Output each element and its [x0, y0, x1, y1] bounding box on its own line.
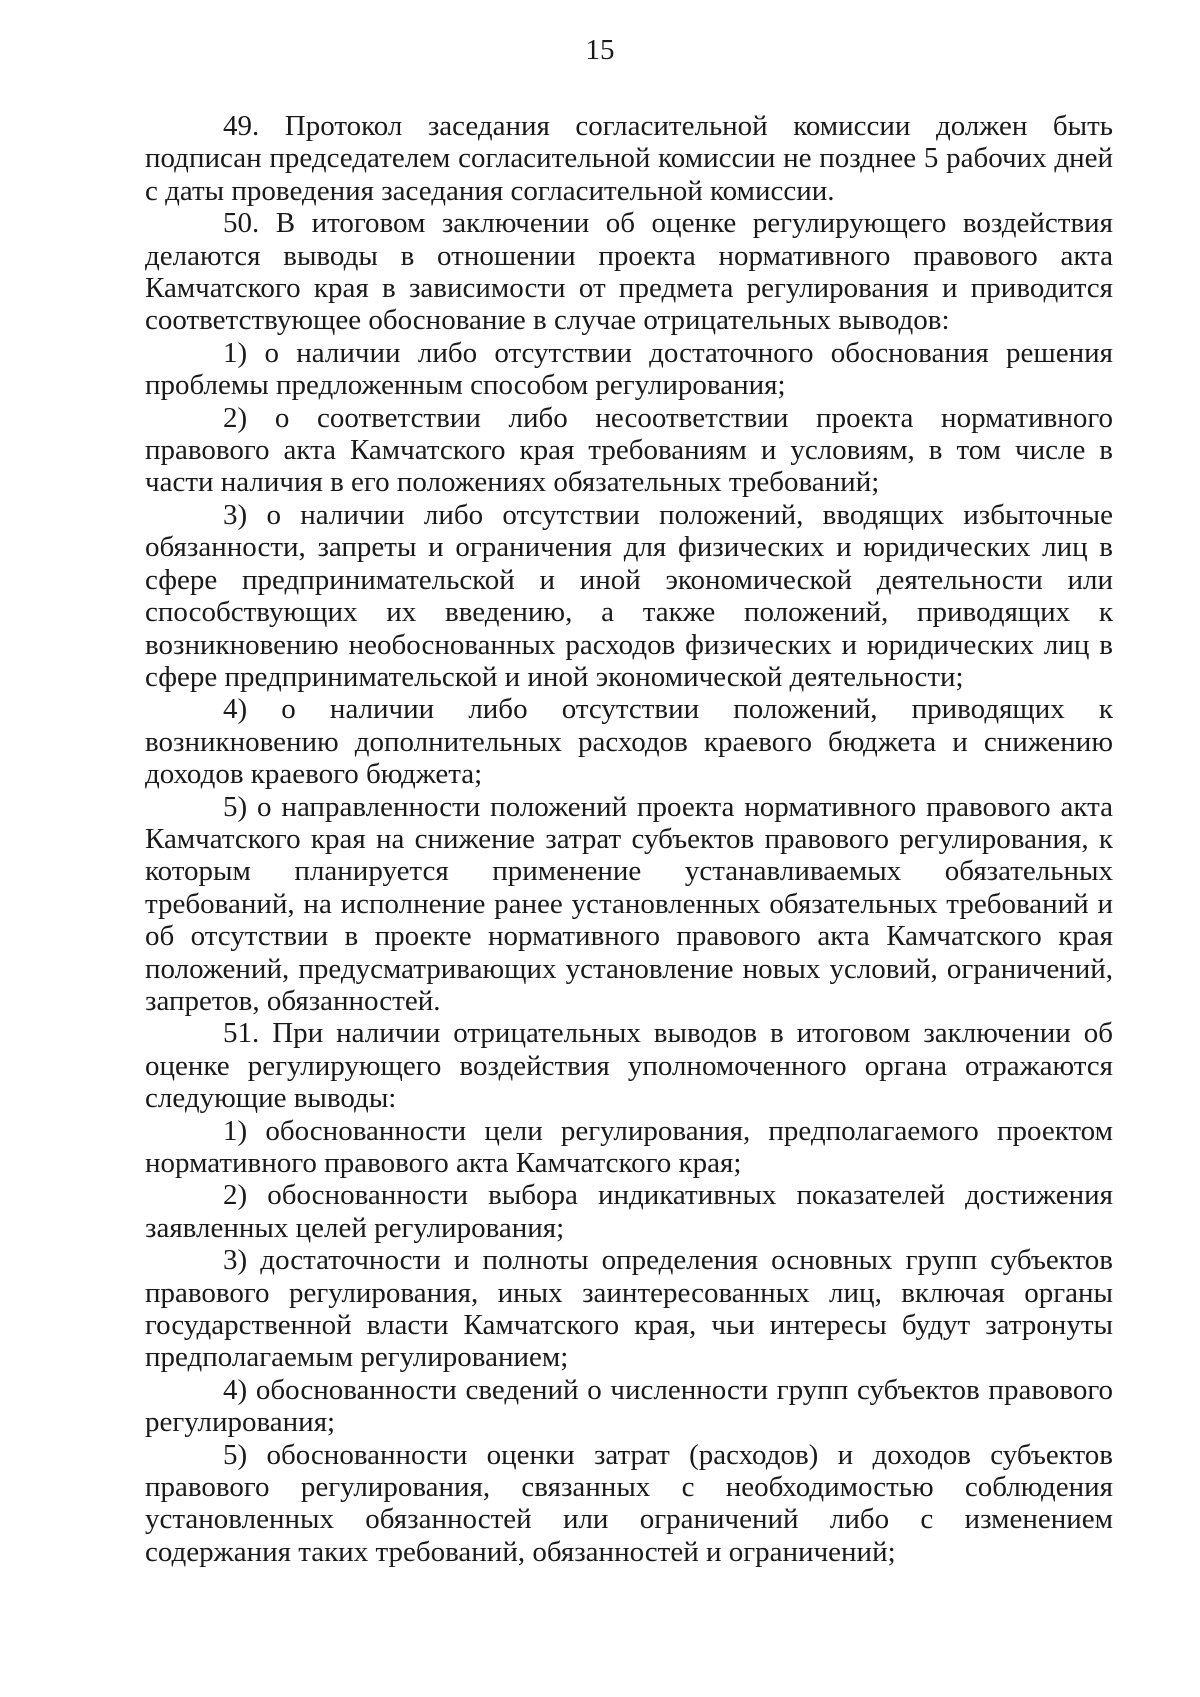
document-body — [145, 110, 1113, 1568]
paragraph-50-item-5: 5) о направленности положений проекта нормативного правового акта Камчатского края на снижение затрат субъектов правового регулирования, к которым планируется применение устанавливаемых обязательных требований, на исполнение ранее установленных обязательных требований и об отсутствии в проекте нормативного правового акта Камчатского края положений, предусматривающих установление новых условий, ограничений, запретов, обязанностей. — [145, 790, 1113, 1017]
paragraph-51-item-2: 2) обоснованности выбора индикативных показателей достижения заявленных целей регулирования; — [145, 1179, 1113, 1244]
paragraph-49: 49. Протокол заседания согласительной комиссии должен быть подписан председателем согласительной комиссии не позднее 5 рабочих дней с даты проведения заседания согласительной комиссии. — [145, 110, 1113, 207]
paragraph-50-item-1: 1) о наличии либо отсутствии достаточного обоснования решения проблемы предложенным способом регулирования; — [145, 336, 1113, 402]
paragraph-51: 51. При наличии отрицательных выводов в итоговом заключении об оценке регулирующего воздействия уполномоченного органа отражаются следующие выводы: — [145, 1017, 1113, 1115]
paragraph-51-item-4: 4) обоснованности сведений о численности групп субъектов правового регулирования; — [145, 1373, 1113, 1439]
paragraph-50-item-4: 4) о наличии либо отсутствии положений, приводящих к возникновению дополнительных расходов краевого бюджета и снижению доходов краевого бюджета; — [145, 693, 1113, 791]
paragraph-50-item-3: 3) о наличии либо отсутствии положений, вводящих избыточные обязанности, запреты и ограничения для физических и юридических лиц в сфере предпринимательской и иной экономической деятельности или способствующих их введению, а также положений, приводящих к возникновению необоснованных расходов физических и юридических лиц в сфере предпринимательской и иной экономической деятельности; — [145, 498, 1113, 693]
paragraph-50-item-2: 2) о соответствии либо несоответствии проекта нормативного правового акта Камчатского края требованиям и условиям, в том числе в части наличия в его положениях обязательных требований; — [145, 401, 1113, 499]
page-number: 15 — [585, 34, 615, 66]
paragraph-51-item-5: 5) обоснованности оценки затрат (расходов) и доходов субъектов правового регулирования, связанных с необходимостью соблюдения установленных обязанностей или ограничений либо с изменением содержания таких требований, обязанностей и ограничений; — [145, 1438, 1113, 1568]
paragraph-51-item-1: 1) обоснованности цели регулирования, предполагаемого проектом нормативного правового акта Камчатского края; — [145, 1114, 1113, 1179]
paragraph-51-item-3: 3) достаточности и полноты определения основных групп субъектов правового регулирования, иных заинтересованных лиц, включая органы государственной власти Камчатского края, чьи интересы будут затронуты предполагаемым регулированием; — [145, 1244, 1113, 1374]
paragraph-50: 50. В итоговом заключении об оценке регулирующего воздействия делаются выводы в отношении проекта нормативного правового акта Камчатского края в зависимости от предмета регулирования и приводится соответствующее обоснование в случае отрицательных выводов: — [145, 207, 1113, 337]
